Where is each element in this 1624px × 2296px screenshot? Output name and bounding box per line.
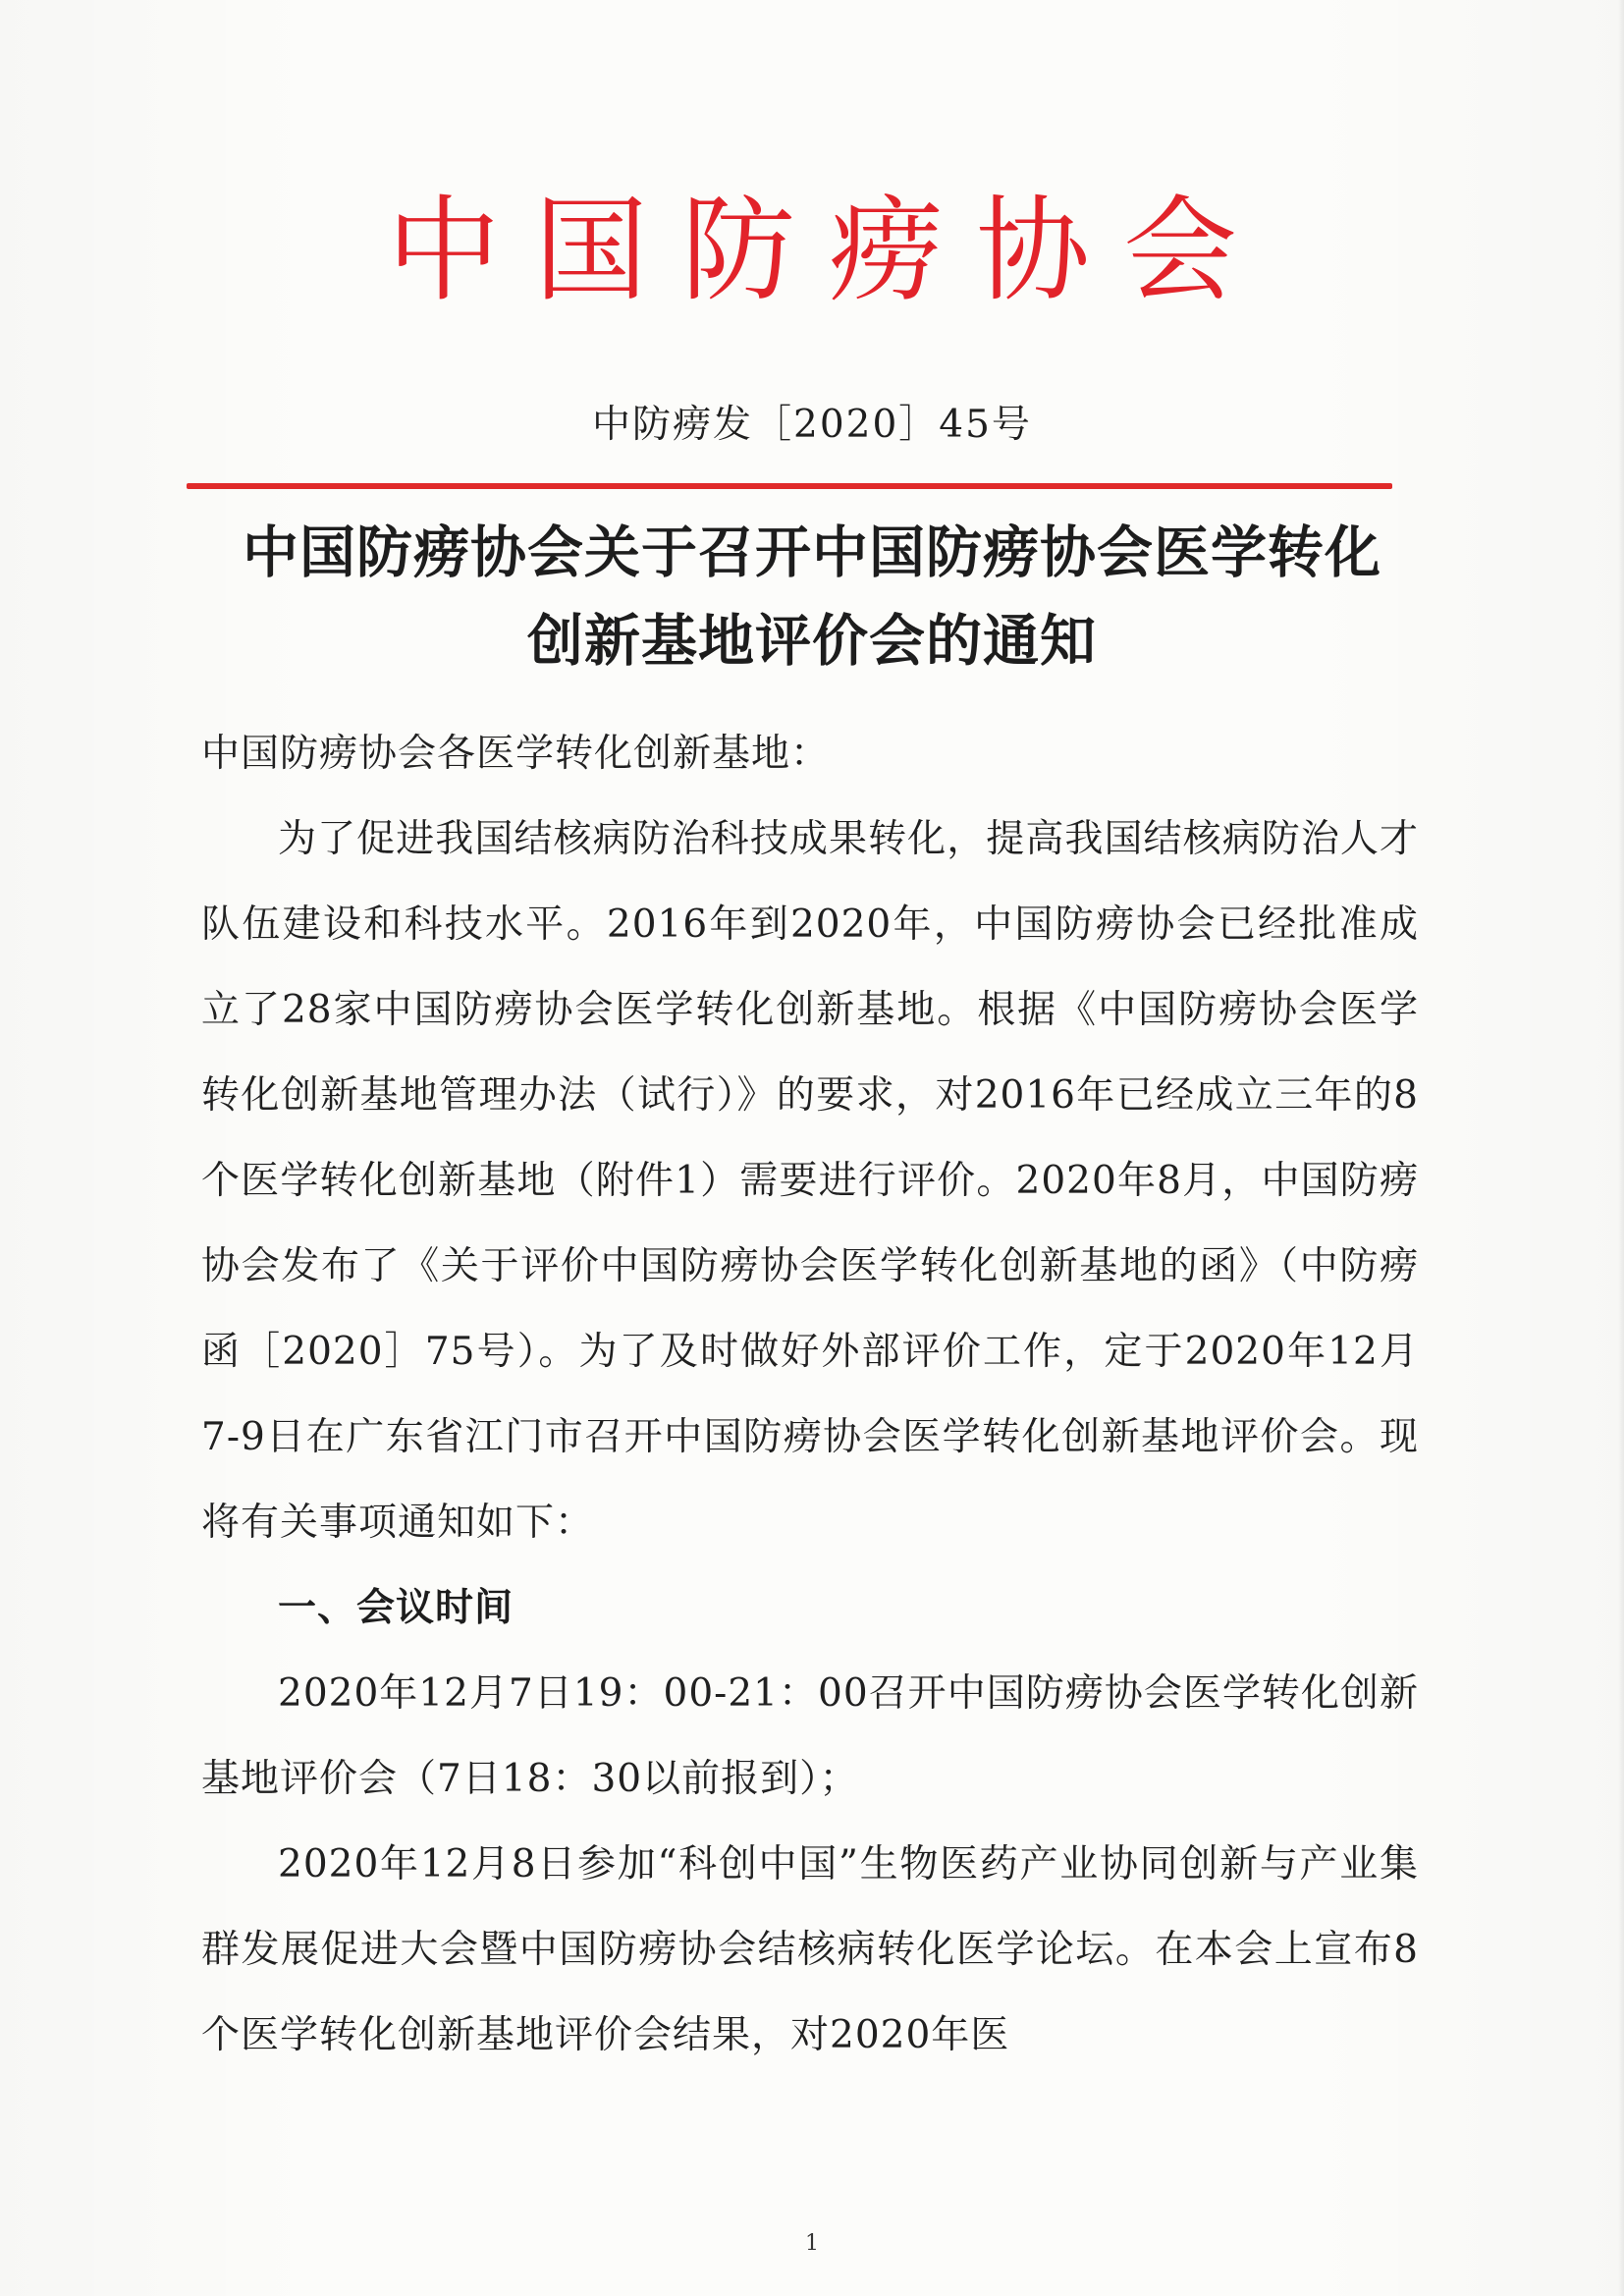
page-number: 1 — [805, 2231, 819, 2256]
body-paragraph-2: 2020年12月7日19：00-21：00召开中国防痨协会医学转化创新基地评价会（7日18：30以前报到）； — [201, 1671, 1419, 1801]
body-paragraph-1: 为了促进我国结核病防治科技成果转化，提高我国结核病防治人才队伍建设和科技水平。2016年到2020年，中国防痨协会已经批准成立了28家中国防痨协会医学转化创新基地。根据《中国防痨协会医学转化创新基地管理办法（试行）》的要求，对2016年已经成立三年的8个医学转化创新基地（附件1）需要进行评价。2020年8月，中国防痨协会发布了《关于评价中国防痨协会医学转化创新基地的函》（中防痨函［2020］75号）。为了及时做好外部评价工作，定于2020年12月7-9日在广东省江门市召开中国防痨协会医学转化创新基地评价会。现将有关事项通知如下： — [201, 817, 1419, 1545]
document-title-line-1: 中国防痨协会关于召开中国防痨协会医学转化 — [243, 519, 1381, 585]
addressee: 中国防痨协会各医学转化创新基地： — [201, 732, 831, 776]
section-heading-meeting-time: 一、会议时间 — [278, 1586, 514, 1630]
document-body — [201, 711, 1419, 2078]
document-title-line-2: 创新基地评价会的通知 — [527, 608, 1097, 674]
document-number: 中防痨发［2020］45号 — [592, 403, 1032, 447]
red-divider — [187, 483, 1392, 489]
body-paragraph-3: 2020年12月8日参加“科创中国”生物医药产业协同创新与产业集群发展促进大会暨中国防痨协会结核病转化医学论坛。在本会上宣布8个医学转化创新基地评价会结果，对2020年医 — [201, 1842, 1419, 2057]
organization-letterhead: 中国防痨协会 — [387, 185, 1271, 317]
page-edge-shadow — [1618, 0, 1624, 2296]
